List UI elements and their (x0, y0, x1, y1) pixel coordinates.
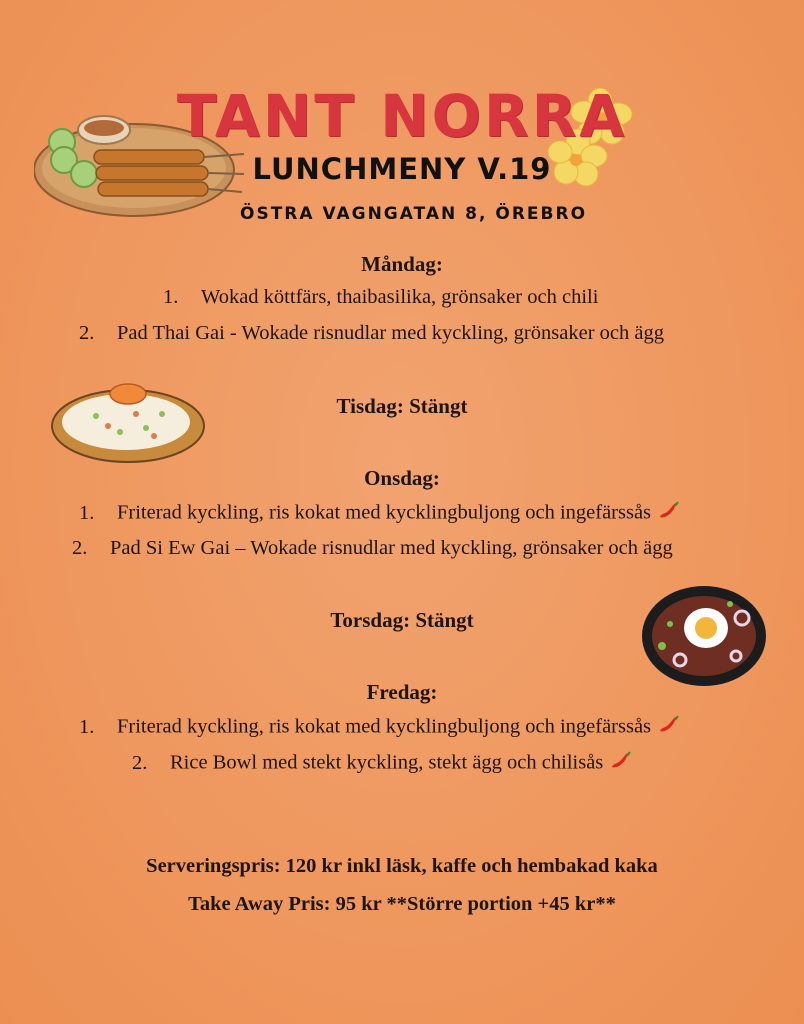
chili-pepper-icon (657, 501, 679, 527)
item-text: Pad Si Ew Gai – Wokade risnudlar med kyckling, grönsaker och ägg (110, 537, 673, 559)
item-number: 2. (72, 537, 88, 559)
item-number: 1. (79, 715, 95, 738)
day-heading-friday: Fredag: (366, 680, 438, 704)
item-text: Rice Bowl med stekt kyckling, stekt ägg och chilisås (170, 751, 604, 774)
item-text: Wokad köttfärs, thaibasilika, grönsaker och chili (201, 286, 599, 308)
item-number: 1. (163, 286, 179, 308)
item-text: Friterad kyckling, ris kokat med kycklingbuljong och ingefärssås (117, 715, 652, 738)
address: ÖSTRA VAGNGATAN 8, ÖREBRO (240, 204, 588, 224)
day-heading-monday: Måndag: (361, 252, 443, 276)
serving-price: Serveringspris: 120 kr inkl läsk, kaffe och hembakad kaka (146, 855, 658, 877)
menu-item (163, 286, 598, 309)
day-heading-wednesday: Onsdag: (364, 466, 440, 490)
chili-pepper-icon (657, 715, 679, 741)
item-number: 2. (79, 322, 95, 344)
menu-item (79, 715, 679, 741)
item-text: Friterad kyckling, ris kokat med kycklingbuljong och ingefärssås (117, 501, 652, 524)
menu-item (132, 751, 631, 777)
pan-dish-icon (640, 584, 768, 690)
menu-subtitle: LUNCHMENY V.19 (252, 152, 552, 186)
takeaway-price: Take Away Pris: 95 kr **Större portion +45 kr** (188, 893, 616, 915)
day-heading-tuesday: Tisdag: Stängt (336, 394, 468, 418)
item-number: 2. (132, 751, 148, 774)
item-text: Pad Thai Gai - Wokade risnudlar med kyckling, grönsaker och ägg (117, 322, 664, 344)
restaurant-title: TANT NORRA (176, 82, 628, 150)
menu-item (79, 322, 664, 345)
menu-item (79, 501, 679, 527)
day-heading-thursday: Torsdag: Stängt (330, 608, 474, 632)
rice-plate-icon (50, 380, 206, 466)
chili-pepper-icon (609, 751, 631, 777)
item-number: 1. (79, 501, 95, 524)
menu-item (72, 537, 673, 560)
